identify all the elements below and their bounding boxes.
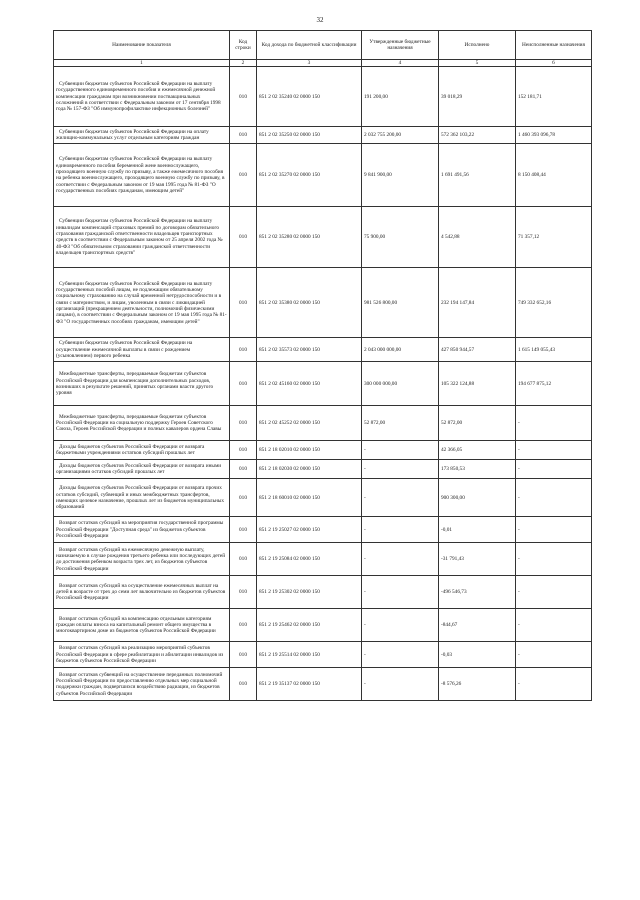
unexecuted-amount-cell: -	[516, 406, 592, 441]
executed-amount-cell: 42 366,05	[439, 441, 516, 460]
executed-amount-cell: 572 362 103,22	[439, 127, 516, 144]
indicator-name-cell: Возврат остатков субсидий на ежемесячную денежную выплату, назначаемую в случае рождения третьего ребенка или последующих детей до достижения ребенком возраста трех лет, из бюджетов субъектов Российской Федерации	[54, 543, 230, 576]
income-code-cell: 851 2 02 35250 02 0000 150	[257, 127, 362, 144]
executed-amount-cell: 173 850,53	[439, 460, 516, 479]
income-code-cell: 851 2 19 25084 02 0000 150	[257, 543, 362, 576]
row-code-cell: 010	[230, 67, 257, 127]
table-row	[54, 642, 592, 668]
income-code-cell: 851 2 02 35573 02 0000 150	[257, 338, 362, 362]
indicator-name-cell: Субвенции бюджетам субъектов Российской Федерации на осуществление ежемесячной выплаты в связи с рождением (усыновлением) первого ребенка	[54, 338, 230, 362]
unexecuted-amount-cell: 71 357,12	[516, 207, 592, 268]
approved-amount-cell: -	[362, 543, 439, 576]
row-code-cell: 010	[230, 207, 257, 268]
unexecuted-amount-cell: -	[516, 460, 592, 479]
indicator-name-cell: Межбюджетные трансферты, передаваемые бюджетам субъектов Российской Федерации на социальную поддержку Героев Советского Союза, Героев Российской Федерации и полных кавалеров ордена Славы	[54, 406, 230, 441]
approved-amount-cell: 9 841 900,00	[362, 144, 439, 207]
executed-amount-cell: 4 542,88	[439, 207, 516, 268]
table-row	[54, 338, 592, 362]
table-row	[54, 479, 592, 517]
table-row	[54, 441, 592, 460]
row-code-cell: 010	[230, 642, 257, 668]
indicator-name-cell: Доходы бюджетов субъектов Российской Федерации от возврата бюджетными учреждениями остатков субсидий прошлых лет	[54, 441, 230, 460]
unexecuted-amount-cell: 194 677 875,12	[516, 362, 592, 406]
approved-amount-cell: 191 200,00	[362, 67, 439, 127]
unexecuted-amount-cell: -	[516, 517, 592, 543]
table-row	[54, 668, 592, 701]
table-row	[54, 460, 592, 479]
indicator-name-cell: Субвенции бюджетам субъектов Российской Федерации на выплату государственных пособий лицам, не подлежащим обязательному социальному страхованию на случай временной нетрудоспособности и в связи с материнством, и лицам, уволенным в связи с ликвидацией организаций (прекращением деятельности, полномочий физическими лицами), в соответствии с Федеральным законом от 19 мая 1995 года № 81-ФЗ "О государственных пособиях гражданам, имеющим детей"	[54, 268, 230, 338]
income-code-cell: 851 2 18 02030 02 0000 150	[257, 460, 362, 479]
unexecuted-amount-cell: -	[516, 479, 592, 517]
table-row	[54, 207, 592, 268]
row-code-cell: 010	[230, 668, 257, 701]
indicator-name-cell: Доходы бюджетов субъектов Российской Федерации от возврата прочих остатков субсидий, субвенций и иных межбюджетных трансфертов, имеющих целевое назначение, прошлых лет из бюджетов муниципальных образований	[54, 479, 230, 517]
header-approved: Утвержденные бюджетные назначения	[362, 31, 439, 60]
approved-amount-cell: 52 872,00	[362, 406, 439, 441]
unexecuted-amount-cell: -	[516, 668, 592, 701]
column-number: 5	[439, 60, 516, 67]
page-number: 32	[316, 16, 324, 24]
income-code-cell: 851 2 02 45160 02 0000 150	[257, 362, 362, 406]
header-unexecuted: Неисполненные назначения	[516, 31, 592, 60]
header-indicator-name: Наименование показателя	[54, 31, 230, 60]
unexecuted-amount-cell: 8 150 408,44	[516, 144, 592, 207]
executed-amount-cell: 900 300,00	[439, 479, 516, 517]
income-code-cell: 851 2 19 25514 02 0000 150	[257, 642, 362, 668]
row-code-cell: 010	[230, 127, 257, 144]
executed-amount-cell: 427 850 944,57	[439, 338, 516, 362]
income-code-cell: 851 2 02 45252 02 0000 150	[257, 406, 362, 441]
indicator-name-cell: Субвенции бюджетам субъектов Российской Федерации на выплату государственного единовременного пособия и ежемесячной денежной компенсации гражданам при возникновении поствакцинальных осложнений в соответствии с Федеральным законом от 17 сентября 1998 года № 157-ФЗ "Об иммунопрофилактике инфекционных болезней"	[54, 67, 230, 127]
approved-amount-cell: -	[362, 642, 439, 668]
unexecuted-amount-cell: -	[516, 576, 592, 609]
indicator-name-cell: Субвенции бюджетам субъектов Российской Федерации на оплату жилищно-коммунальных услуг отдельным категориям граждан	[54, 127, 230, 144]
indicator-name-cell: Субвенции бюджетам субъектов Российской Федерации на выплату инвалидам компенсаций страховых премий по договорам обязательного страхования гражданской ответственности владельцев транспортных средств в соответствии с Федеральным законом от 25 апреля 2002 года № 40-ФЗ "Об обязательном страховании гражданской ответственности владельцев транспортных средств"	[54, 207, 230, 268]
indicator-name-cell: Возврат остатков субсидий на осуществление ежемесячных выплат на детей в возрасте от трех до семи лет включительно из бюджетов субъектов Российской Федерации	[54, 576, 230, 609]
executed-amount-cell: -496 546,73	[439, 576, 516, 609]
column-number: 1	[54, 60, 230, 67]
row-code-cell: 010	[230, 517, 257, 543]
header-row	[54, 31, 592, 60]
executed-amount-cell: 105 322 124,88	[439, 362, 516, 406]
row-code-cell: 010	[230, 609, 257, 642]
indicator-name-cell: Доходы бюджетов субъектов Российской Федерации от возврата иными организациями остатков субсидий прошлых лет	[54, 460, 230, 479]
executed-amount-cell: -844,67	[439, 609, 516, 642]
row-code-cell: 010	[230, 460, 257, 479]
row-code-cell: 010	[230, 479, 257, 517]
executed-amount-cell: 232 194 147,84	[439, 268, 516, 338]
column-number: 2	[230, 60, 257, 67]
row-code-cell: 010	[230, 441, 257, 460]
table-body	[54, 67, 592, 701]
income-code-cell: 851 2 18 02010 02 0000 150	[257, 441, 362, 460]
approved-amount-cell: -	[362, 441, 439, 460]
unexecuted-amount-cell: -	[516, 609, 592, 642]
income-code-cell: 851 2 02 35270 02 0000 150	[257, 144, 362, 207]
approved-amount-cell: -	[362, 479, 439, 517]
budget-execution-table	[53, 30, 592, 701]
approved-amount-cell: -	[362, 668, 439, 701]
income-code-cell: 851 2 19 35137 02 0000 150	[257, 668, 362, 701]
table-row	[54, 543, 592, 576]
indicator-name-cell: Межбюджетные трансферты, передаваемые бюджетам субъектов Российской Федерации для компенсации дополнительных расходов, возникших в результате решений, принятых органами власти другого уровня	[54, 362, 230, 406]
table-row	[54, 127, 592, 144]
header-row-code: Код строки	[230, 31, 257, 60]
approved-amount-cell: 2 032 755 200,00	[362, 127, 439, 144]
row-code-cell: 010	[230, 406, 257, 441]
executed-amount-cell: 39 018,29	[439, 67, 516, 127]
income-code-cell: 851 2 02 35380 02 0000 150	[257, 268, 362, 338]
income-code-cell: 851 2 02 35240 02 0000 150	[257, 67, 362, 127]
executed-amount-cell: -0,01	[439, 517, 516, 543]
column-number: 6	[516, 60, 592, 67]
header-executed: Исполнено	[439, 31, 516, 60]
unexecuted-amount-cell: 1 615 149 055,43	[516, 338, 592, 362]
approved-amount-cell: -	[362, 517, 439, 543]
row-code-cell: 010	[230, 362, 257, 406]
approved-amount-cell: -	[362, 609, 439, 642]
row-code-cell: 010	[230, 144, 257, 207]
indicator-name-cell: Субвенции бюджетам субъектов Российской Федерации на выплату единовременного пособия беременной жене военнослужащего, проходящего военную службу по призыву, а также ежемесячного пособия на ребенка военнослужащего, проходящего военную службу по призыву, в соответствии с Федеральным законом от 19 мая 1995 года № 81-ФЗ "О государственных пособиях гражданам, имеющим детей"	[54, 144, 230, 207]
executed-amount-cell: -31 791,43	[439, 543, 516, 576]
column-number: 4	[362, 60, 439, 67]
unexecuted-amount-cell: 1 460 393 096,78	[516, 127, 592, 144]
executed-amount-cell: -0,03	[439, 642, 516, 668]
row-code-cell: 010	[230, 268, 257, 338]
table-row	[54, 67, 592, 127]
indicator-name-cell: Возврат остатков субвенций на осуществление переданных полномочий Российской Федерации по предоставлению отдельных мер социальной поддержки граждан, подвергшихся воздействию радиации, из бюджетов субъектов Российской Федерации	[54, 668, 230, 701]
table-row	[54, 576, 592, 609]
table-row	[54, 406, 592, 441]
unexecuted-amount-cell: -	[516, 642, 592, 668]
table-row	[54, 609, 592, 642]
column-number-row	[54, 60, 592, 67]
unexecuted-amount-cell: 152 181,71	[516, 67, 592, 127]
row-code-cell: 010	[230, 576, 257, 609]
executed-amount-cell: 1 691 491,56	[439, 144, 516, 207]
executed-amount-cell: 52 872,00	[439, 406, 516, 441]
approved-amount-cell: 981 526 800,00	[362, 268, 439, 338]
table-row	[54, 362, 592, 406]
table-row	[54, 268, 592, 338]
executed-amount-cell: -8 576,26	[439, 668, 516, 701]
column-number: 3	[257, 60, 362, 67]
approved-amount-cell: 300 000 000,00	[362, 362, 439, 406]
approved-amount-cell: 2 043 000 000,00	[362, 338, 439, 362]
approved-amount-cell: -	[362, 460, 439, 479]
header-income-code: Код дохода по бюджетной классификации	[257, 31, 362, 60]
income-code-cell: 851 2 19 25027 02 0000 150	[257, 517, 362, 543]
table-row	[54, 517, 592, 543]
table-row	[54, 144, 592, 207]
indicator-name-cell: Возврат остатков субсидий на мероприятия государственной программы Российской Федерации "Доступная среда" из бюджетов субъектов Российской Федерации	[54, 517, 230, 543]
indicator-name-cell: Возврат остатков субсидий на реализацию мероприятий субъектов Российской Федерации в сфере реабилитации и абилитации инвалидов из бюджетов субъектов Российской Федерации	[54, 642, 230, 668]
row-code-cell: 010	[230, 543, 257, 576]
unexecuted-amount-cell: 749 332 652,16	[516, 268, 592, 338]
indicator-name-cell: Возврат остатков субсидий на компенсацию отдельным категориям граждан оплаты взноса на капитальный ремонт общего имущества в многоквартирном доме из бюджетов субъектов Российской Федерации	[54, 609, 230, 642]
approved-amount-cell: 75 900,00	[362, 207, 439, 268]
income-code-cell: 851 2 19 25462 02 0000 150	[257, 609, 362, 642]
row-code-cell: 010	[230, 338, 257, 362]
unexecuted-amount-cell: -	[516, 441, 592, 460]
unexecuted-amount-cell: -	[516, 543, 592, 576]
income-code-cell: 851 2 18 60010 02 0000 150	[257, 479, 362, 517]
approved-amount-cell: -	[362, 576, 439, 609]
income-code-cell: 851 2 02 35280 02 0000 150	[257, 207, 362, 268]
income-code-cell: 851 2 19 25302 02 0000 150	[257, 576, 362, 609]
